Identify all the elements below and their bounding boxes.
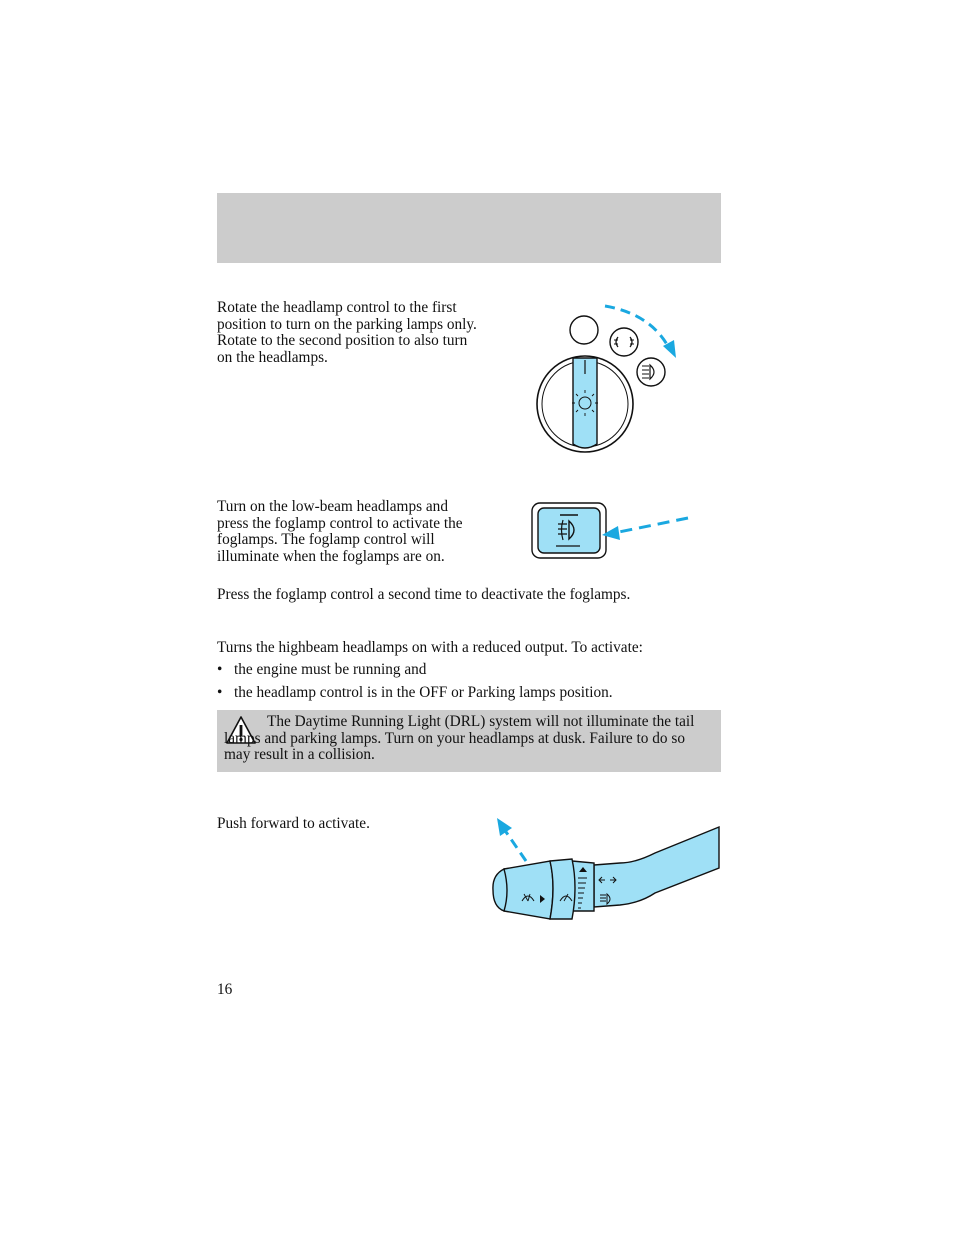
warning-box xyxy=(217,710,721,772)
list-item xyxy=(217,685,613,708)
section-header-band xyxy=(217,193,721,263)
list-item-text: the engine must be running and xyxy=(234,661,427,678)
flash-to-pass-text: Push forward to activate. xyxy=(217,815,370,832)
foglamp-off-text: Press the foglamp control a second time to deactivate the foglamps. xyxy=(217,586,631,603)
drl-intro-text: Turns the highbeam headlamps on with a reduced output. To activate: xyxy=(217,639,643,656)
list-item xyxy=(217,662,613,685)
headlamp-rotate-text: Rotate the headlamp control to the first position to turn on the parking lamps only. Rotate to the second position to also turn on the headlamps. xyxy=(217,299,477,366)
multifunction-lever-icon xyxy=(490,815,722,925)
warning-text: The Daytime Running Light (DRL) system will not illuminate the tail lamps and parking lamps. Turn on your headlamps at dusk. Failure to do so may result in a collision. xyxy=(224,713,695,764)
list-item-text: the headlamp control is in the OFF or Parking lamps position. xyxy=(234,684,613,701)
drl-conditions-list xyxy=(217,662,613,708)
page-number: 16 xyxy=(217,981,233,998)
bullet: • xyxy=(217,684,223,701)
headlamp-knob-icon xyxy=(530,300,690,460)
bullet: • xyxy=(217,661,223,678)
foglamp-on-text: Turn on the low-beam headlamps and press the foglamp control to activate the foglamps. The foglamp control will illuminate when the foglamps are on. xyxy=(217,498,463,565)
foglamp-icon xyxy=(528,500,693,562)
